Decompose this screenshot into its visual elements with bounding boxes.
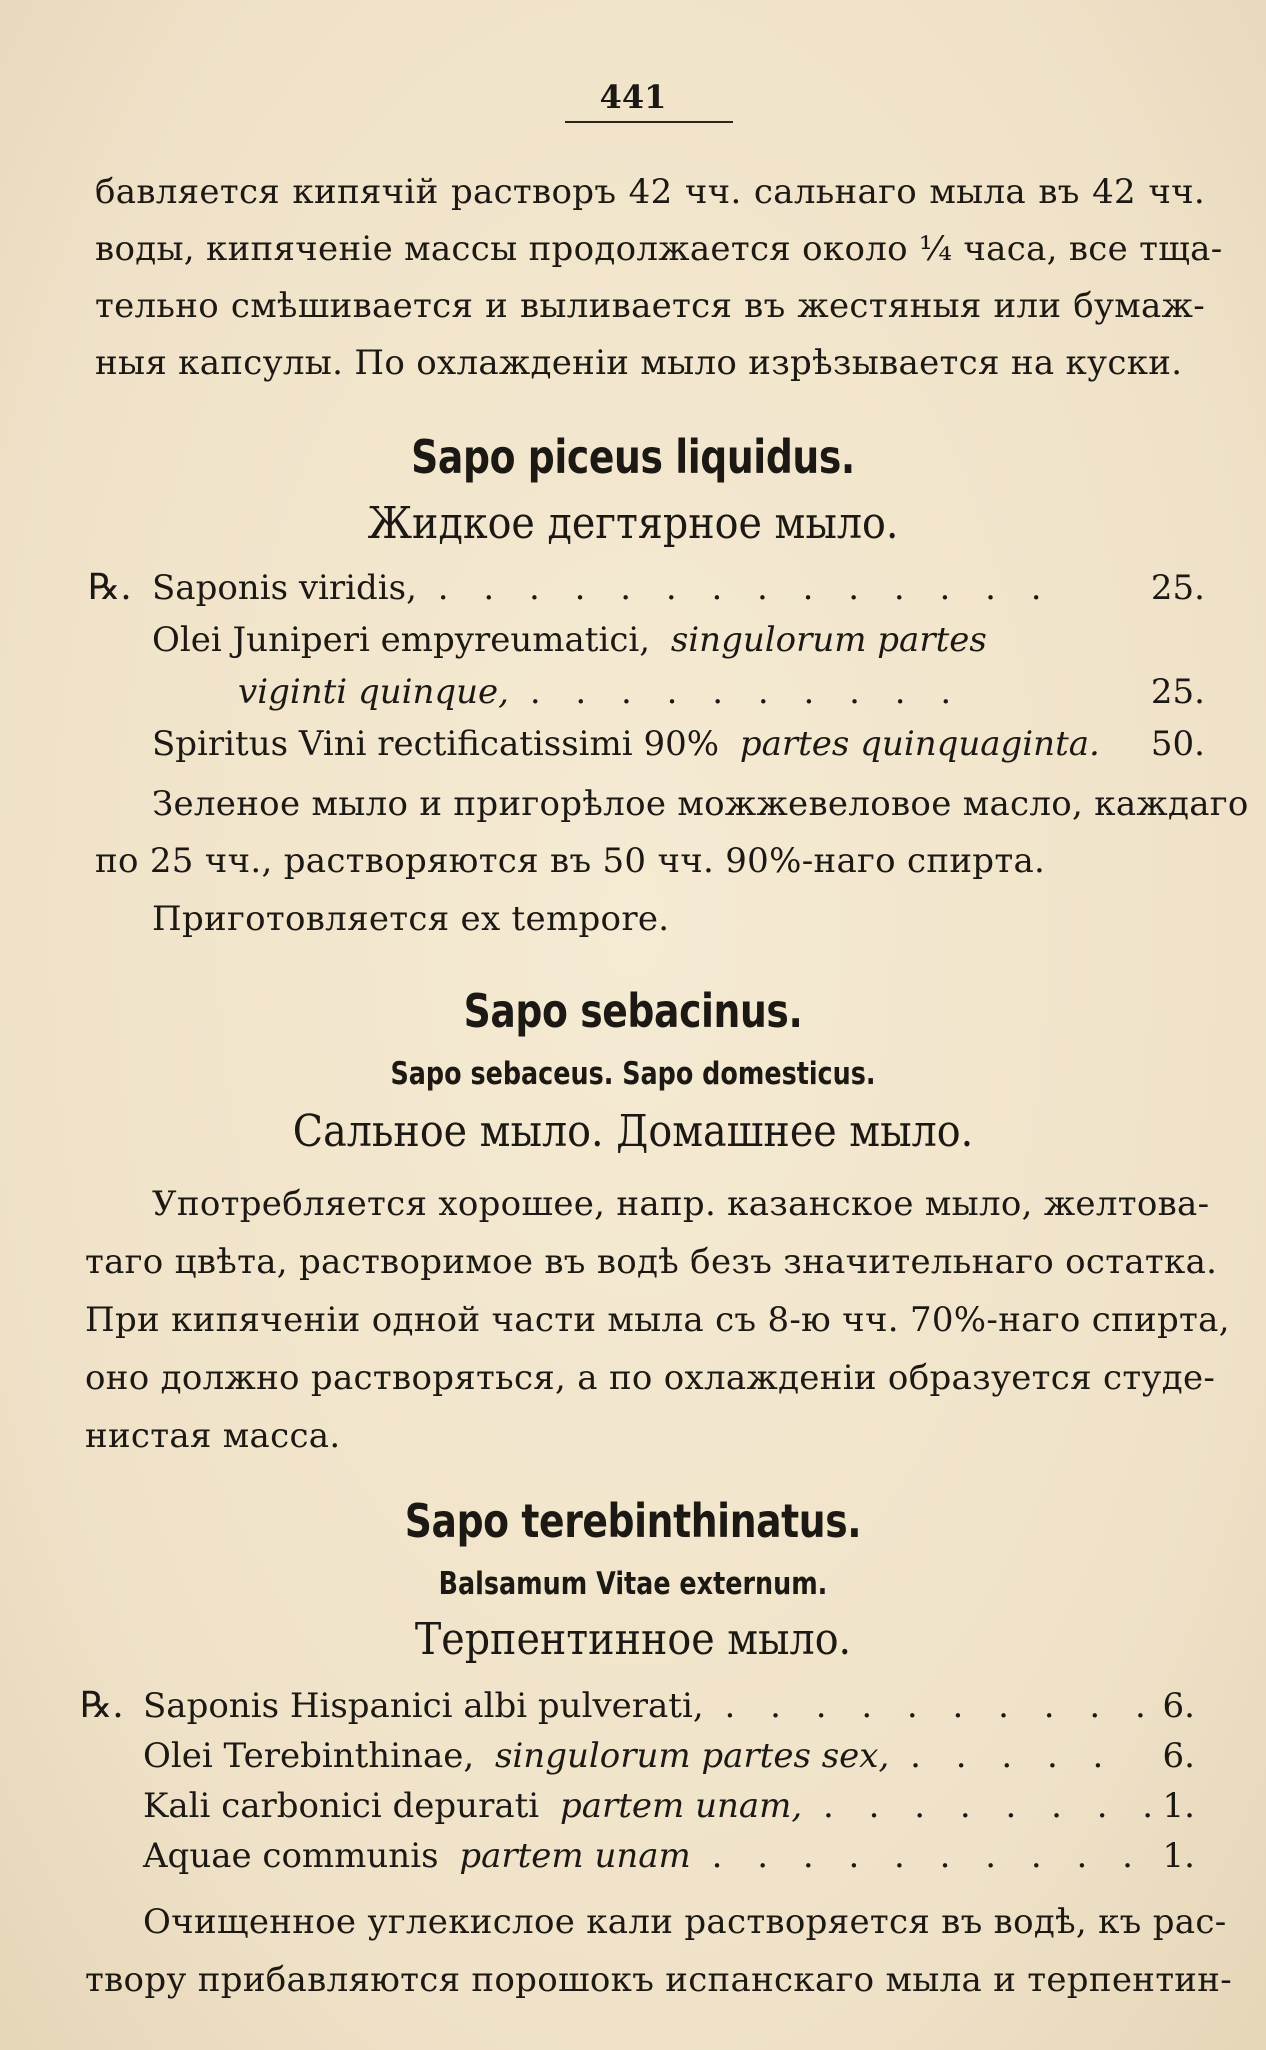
ingredient-dosage: singulorum partes xyxy=(670,620,987,660)
section-title: Sapo sebacinus. xyxy=(463,984,803,1038)
ingredient-row xyxy=(152,566,1054,610)
ingredient-name: Saponis Hispanici albi pulverati, xyxy=(143,1686,704,1726)
ingredient-amount: 6. xyxy=(1162,1686,1195,1726)
section-subtitle: Sapo sebaceus. Sapo domesticus. xyxy=(390,1056,876,1092)
ingredient-dosage: singulorum partes sex, xyxy=(494,1736,890,1776)
ingredient-name: Saponis viridis, xyxy=(152,568,417,608)
leader-dots: . . . . . . . . . . xyxy=(529,672,964,712)
section-subtitle: Balsamum Vitae externum. xyxy=(438,1566,828,1602)
header-rule xyxy=(565,121,733,123)
body-line: При кипяченіи одной части мыла съ 8-ю чч. 70%-наго спирта, xyxy=(85,1300,1230,1340)
leader-dots: . . . . . . . . xyxy=(823,1786,1166,1826)
ingredient-amount: 25. xyxy=(1150,568,1205,608)
ingredient-amount: 50. xyxy=(1150,724,1205,764)
ingredient-name: Kali carbonici depurati xyxy=(143,1786,540,1826)
russian-title: Терпентинное мыло. xyxy=(414,1614,852,1665)
ingredient-amount: 25. xyxy=(1150,672,1205,712)
body-line: твору прибавляются порошокъ испанскаго мыла и терпентин- xyxy=(85,1960,1233,2000)
leader-dots: . . . . . . . . . . xyxy=(711,1836,1145,1876)
rx-symbol: ℞. xyxy=(88,567,132,608)
body-line: Употребляется хорошее, напр. казанское мыло, желтова- xyxy=(152,1184,1210,1224)
leader-dots: . . . . . . . . . . . . . . xyxy=(437,568,1054,608)
ingredient-dosage: partem unam, xyxy=(559,1786,803,1826)
body-line: нистая масса. xyxy=(85,1416,341,1456)
body-line: Зеленое мыло и пригорѣлое можжевеловое масло, каждаго xyxy=(152,784,1249,824)
ingredient-amount: 6. xyxy=(1162,1736,1195,1776)
page-number: 441 xyxy=(599,78,667,116)
ingredient-amount: 1. xyxy=(1162,1786,1195,1826)
ingredient-dosage: partem unam xyxy=(459,1836,691,1876)
intro-line: бавляется кипячій растворъ 42 чч. сальнаго мыла въ 42 чч. xyxy=(95,172,1205,212)
rx-symbol: ℞. xyxy=(80,1685,124,1726)
russian-title: Сальное мыло. Домашнее мыло. xyxy=(292,1106,974,1157)
intro-line: тельно смѣшивается и выливается въ жестяныя или бумаж- xyxy=(95,286,1205,326)
ingredient-row xyxy=(238,670,963,714)
section-title: Sapo piceus liquidus. xyxy=(411,430,855,484)
intro-line: ныя капсулы. По охлажденіи мыло изрѣзывается на куски. xyxy=(95,343,1183,383)
leader-dots: . . . . . . . . . . xyxy=(724,1686,1158,1726)
ingredient-dosage: viginti quinque, xyxy=(238,672,509,712)
ingredient-dosage: partes quinquaginta. xyxy=(739,724,1100,764)
body-line: по 25 чч., растворяются въ 50 чч. 90%-наго спирта. xyxy=(95,841,1046,881)
ingredient-row xyxy=(143,1684,1158,1728)
body-line: таго цвѣта, растворимое въ водѣ безъ значительнаго остатка. xyxy=(85,1242,1218,1282)
russian-title: Жидкое дегтярное мыло. xyxy=(367,498,899,549)
ingredient-name: Aquae communis xyxy=(143,1836,439,1876)
ingredient-name: Olei Juniperi empyreumatici, xyxy=(152,620,651,660)
ingredient-name: Spiritus Vini rectificatissimi 90% xyxy=(152,724,720,764)
ingredient-row xyxy=(152,618,987,662)
ingredient-row xyxy=(152,722,1100,766)
body-line: Очищенное углекислое кали растворяется въ водѣ, къ рас- xyxy=(143,1902,1227,1942)
ingredient-row xyxy=(143,1734,1115,1778)
intro-line: воды, кипяченіе массы продолжается около ¼ часа, все тща- xyxy=(95,229,1223,269)
ingredient-amount: 1. xyxy=(1162,1836,1195,1876)
note-line: Приготовляется ex tempore. xyxy=(152,899,670,939)
ingredient-name: Olei Terebinthinae, xyxy=(143,1736,475,1776)
ingredient-row xyxy=(143,1784,1165,1828)
leader-dots: . . . . . xyxy=(910,1736,1116,1776)
section-title: Sapo terebinthinatus. xyxy=(404,1494,862,1548)
body-line: оно должно растворяться, а по охлажденіи образуется студе- xyxy=(85,1358,1216,1398)
ingredient-row xyxy=(143,1834,1145,1878)
